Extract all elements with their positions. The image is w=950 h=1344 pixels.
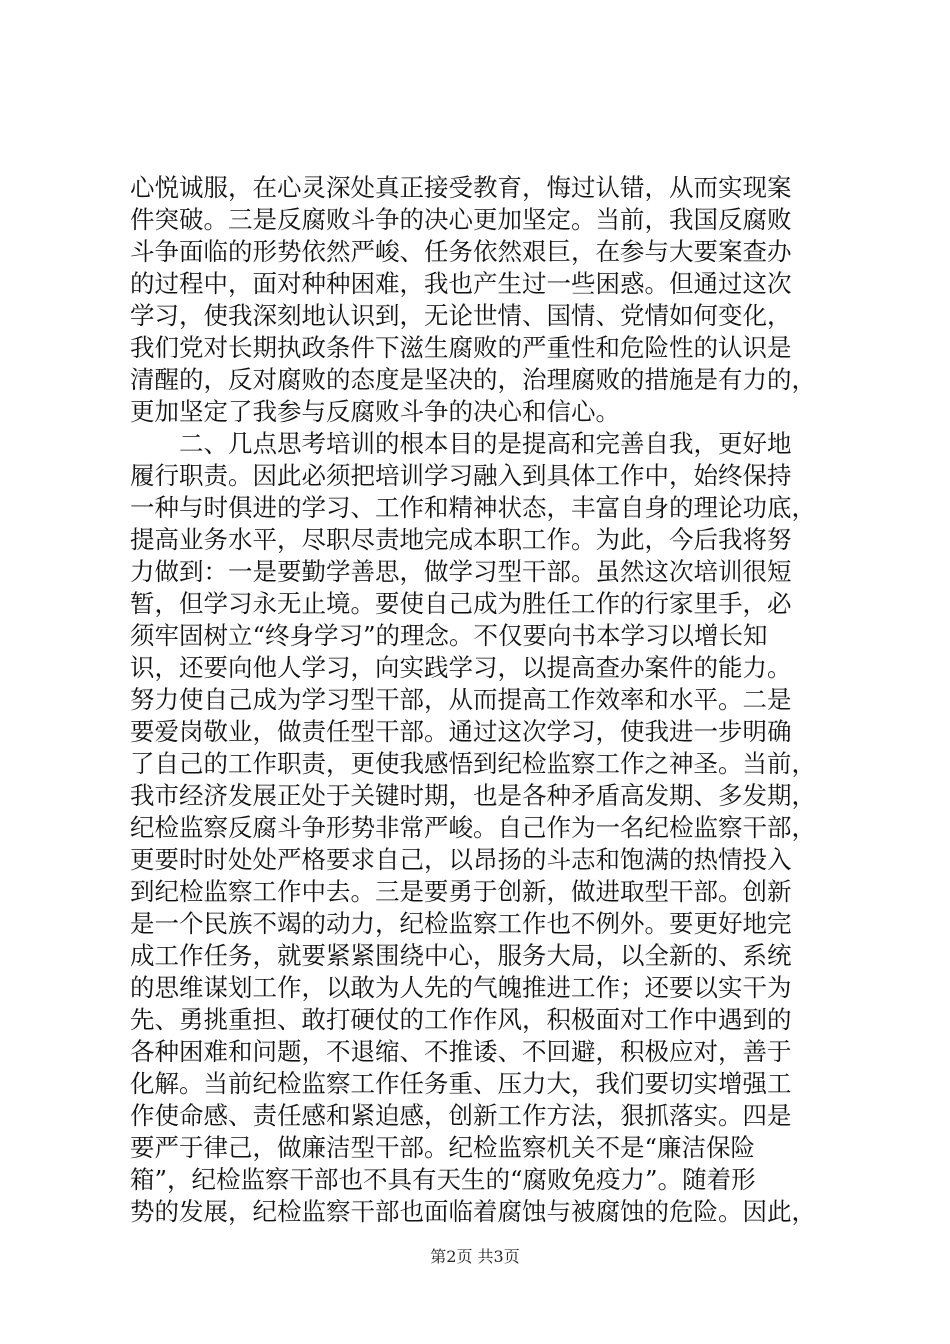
- text-line: 一种与时俱进的学习、工作和精神状态，丰富自身的理论功底，: [130, 493, 816, 522]
- text-line: 我们党对长期执政条件下滋生腐败的严重性和危险性的认识是: [130, 333, 792, 362]
- text-line: 化解。当前纪检监察工作任务重、压力大，我们要切实增强工: [130, 1069, 792, 1098]
- text-line: 暂，但学习永无止境。要使自己成为胜任工作的行家里手，必: [130, 589, 792, 618]
- text-line: 作使命感、责任感和紧迫感，创新工作方法，狠抓落实。四是: [130, 1101, 792, 1130]
- text-line: 势的发展，纪检监察干部也面临着腐蚀与被腐蚀的危险。因此，: [130, 1197, 816, 1226]
- text-line: 要爱岗敬业，做责任型干部。通过这次学习，使我进一步明确: [130, 717, 792, 746]
- text-line: 识，还要向他人学习，向实践学习，以提高查办案件的能力。: [130, 653, 792, 682]
- text-line: 我市经济发展正处于关键时期，也是各种矛盾高发期、多发期，: [130, 781, 816, 810]
- text-line: 清醒的，反对腐败的态度是坚决的，治理腐败的措施是有力的，: [130, 365, 816, 394]
- text-line: 二、几点思考培训的根本目的是提高和完善自我，更好地: [130, 429, 792, 458]
- text-line: 纪检监察反腐斗争形势非常严峻。自己作为一名纪检监察干部，: [130, 813, 816, 842]
- text-line: 到纪检监察工作中去。三是要勇于创新，做进取型干部。创新: [130, 877, 792, 906]
- text-line: 件突破。三是反腐败斗争的决心更加坚定。当前，我国反腐败: [130, 205, 792, 234]
- text-line: 的过程中，面对种种困难，我也产生过一些困惑。但通过这次: [130, 269, 792, 298]
- text-line: 要严于律己，做廉洁型干部。纪检监察机关不是“廉洁保险: [130, 1133, 756, 1162]
- text-line: 斗争面临的形势依然严峻、任务依然艰巨，在参与大要案查办: [130, 237, 792, 266]
- text-line: 箱”，纪检监察干部也不具有天生的“腐败免疫力”。随着形: [130, 1165, 756, 1194]
- text-line: 是一个民族不竭的动力，纪检监察工作也不例外。要更好地完: [130, 909, 792, 938]
- text-line: 努力使自己成为学习型干部，从而提高工作效率和水平。二是: [130, 685, 792, 714]
- text-line: 履行职责。因此必须把培训学习融入到具体工作中，始终保持: [130, 461, 792, 490]
- text-line: 学习，使我深刻地认识到，无论世情、国情、党情如何变化，: [130, 301, 792, 330]
- body-text: [130, 172, 830, 1228]
- text-line: 了自己的工作职责，更使我感悟到纪检监察工作之神圣。当前，: [130, 749, 816, 778]
- text-line: 的思维谋划工作，以敢为人先的气魄推进工作；还要以实干为: [130, 973, 792, 1002]
- page-footer: 第2页 共3页: [430, 1247, 520, 1266]
- text-line: 须牢固树立“终身学习”的理念。不仅要向书本学习以增长知: [130, 621, 768, 650]
- text-line: 先、勇挑重担、敢打硬仗的工作作风，积极面对工作中遇到的: [130, 1005, 792, 1034]
- text-line: 成工作任务，就要紧紧围绕中心，服务大局，以全新的、系统: [130, 941, 792, 970]
- text-line: 更要时时处处严格要求自己，以昂扬的斗志和饱满的热情投入: [130, 845, 792, 874]
- text-line: 各种困难和问题，不退缩、不推诿、不回避，积极应对，善于: [130, 1037, 792, 1066]
- text-line: 提高业务水平，尽职尽责地完成本职工作。为此，今后我将努: [130, 525, 792, 554]
- text-line: 力做到：一是要勤学善思，做学习型干部。虽然这次培训很短: [130, 557, 792, 586]
- text-line: 更加坚定了我参与反腐败斗争的决心和信心。: [130, 397, 620, 426]
- text-line: 心悦诚服，在心灵深处真正接受教育，悔过认错，从而实现案: [130, 173, 792, 202]
